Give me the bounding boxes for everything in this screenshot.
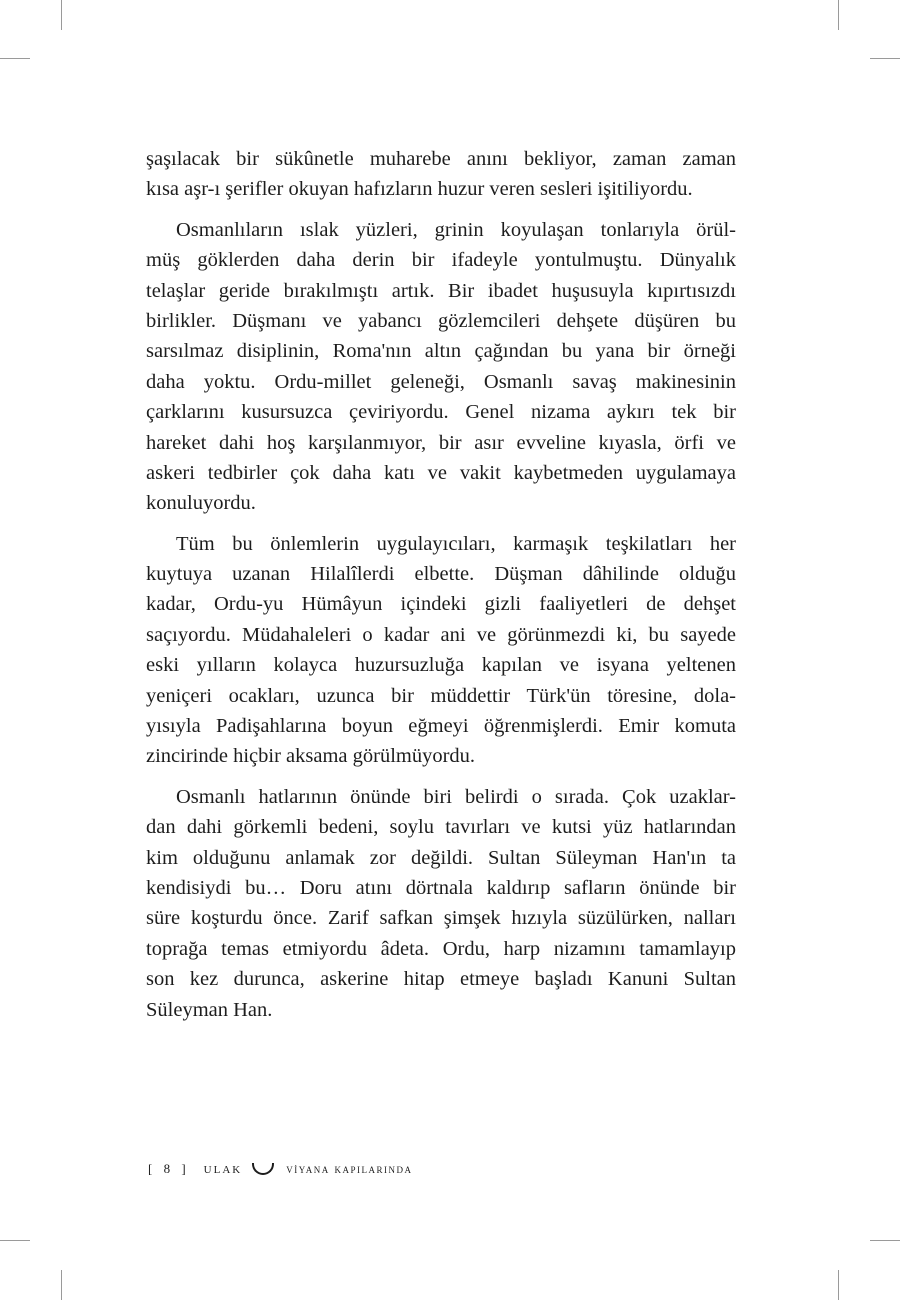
book-title: vi̇yana kapilarinda [286,1161,413,1176]
text-line: kuytuya uzanan Hilalîlerdi elbette. Düşman dâhilinde olduğu [146,563,736,586]
text-line: sarsılmaz disiplinin, Roma'nın altın çağından bu yana bir örneği [146,340,736,363]
text-line: Osmanlıların ıslak yüzleri, grinin koyulaşan tonlarıyla örül- [176,218,736,241]
text-line: çarklarını kusursuzca çeviriyordu. Genel nizama aykırı tek bir [146,401,736,424]
text-line: son kez durunca, askerine hitap etmeye başladı Kanuni Sultan [146,968,736,991]
text-line: Tüm bu önlemlerin uygulayıcıları, karmaşık teşkilatları her [176,532,736,555]
page-footer [148,1157,412,1181]
text-line: yısıyla Padişahlarına boyun eğmeyi öğrenmişlerdi. Emir komuta [146,715,736,738]
text-line: toprağa temas etmiyordu âdeta. Ordu, harp nizamını tamamlayıp [146,937,736,960]
text-line: kendisiydi bu… Doru atını dörtnala kaldırıp safların önünde bir [146,876,736,899]
crop-mark [61,1270,62,1300]
paragraph [146,144,736,205]
crop-mark [870,58,900,59]
paragraph-gap [146,519,736,529]
paragraph-gap [146,205,736,215]
crop-mark [0,1240,30,1241]
text-line: askeri tedbirler çok daha katı ve vakit kaybetmeden uygulamaya [146,461,736,484]
text-line: müş göklerden daha derin bir ifadeyle yontulmuştu. Dünyalık [146,249,736,272]
text-line: kim olduğunu anlamak zor değildi. Sultan Süleyman Han'ın ta [146,846,736,869]
crop-mark [838,1270,839,1300]
text-line: kısa aşr-ı şerifler okuyan hafızların huzur veren sesleri işitiliyordu. [146,178,693,201]
paragraph-gap [146,772,736,782]
text-line: birlikler. Düşmanı ve yabancı gözlemcileri dehşete düşüren bu [146,309,736,332]
text-line: şaşılacak bir sükûnetle muharebe anını bekliyor, zaman zaman [146,148,736,170]
text-line: eski yılların kolayca huzursuzluğa kapılan ve isyana yeltenen [146,654,736,677]
series-name: ulak [203,1160,243,1177]
text-line: hareket dahi hoş karşılanmıyor, bir asır evveline kıyasla, örfi ve [146,431,736,454]
crop-mark [838,0,839,30]
paragraph [146,215,736,519]
text-line: Osmanlı hatlarının önünde biri belirdi o sırada. Çok uzaklar- [176,785,736,808]
crescent-logo-icon [252,1163,274,1175]
text-line: daha yoktu. Ordu-millet geleneği, Osmanlı savaş makinesinin [146,370,736,393]
crop-mark [61,0,62,30]
text-line: saçıyordu. Müdahaleleri o kadar ani ve görünmezdi ki, bu sayede [146,623,736,646]
text-line: kadar, Ordu-yu Hümâyun içindeki gizli faaliyetleri de dehşet [146,593,736,616]
paragraph [146,529,736,772]
body-text [146,144,736,1025]
page-number: [ 8 ] [148,1161,190,1176]
text-line: süre koşturdu önce. Zarif safkan şimşek hızıyla süzülürken, nalları [146,907,736,930]
text-line: zincirinde hiçbir aksama görülmüyordu. [146,745,476,768]
text-line: yeniçeri ocakları, uzunca bir müddettir Türk'ün töresine, dola- [146,684,736,707]
text-line: telaşlar geride bırakılmıştı artık. Bir ibadet huşusuyla kıpırtısızdı [146,279,736,302]
crop-mark [870,1240,900,1241]
crop-mark [0,58,30,59]
text-line: konuluyordu. [146,492,256,515]
text-line: Süleyman Han. [146,998,273,1021]
text-line: dan dahi görkemli bedeni, soylu tavırları ve kutsi yüz hatlarından [146,816,736,839]
paragraph [146,782,736,1025]
